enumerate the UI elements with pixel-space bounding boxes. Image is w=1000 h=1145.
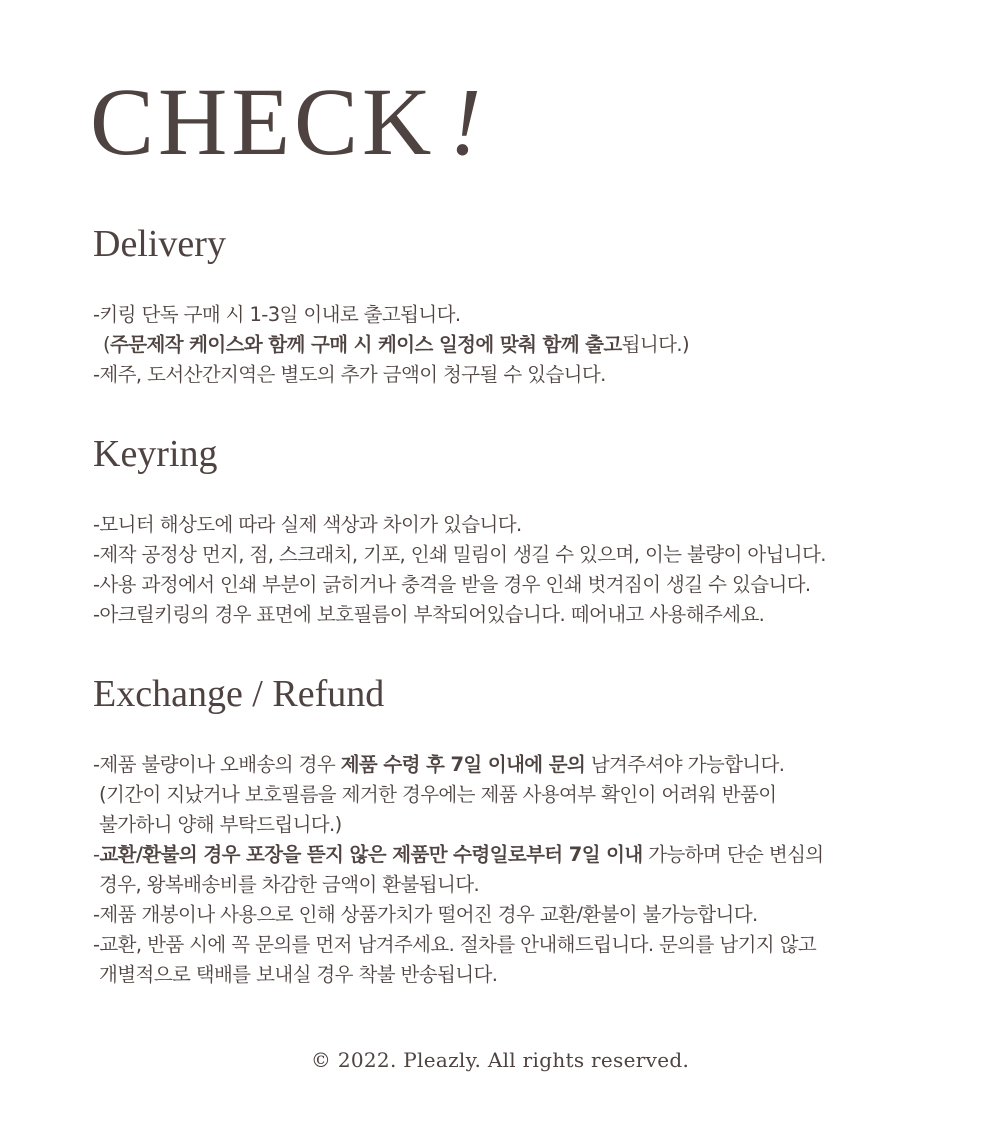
delivery-lines — [93, 300, 923, 390]
exchange-line-4 — [93, 840, 923, 870]
exchange-line-1-pre: -제품 불량이나 오배송의 경우 — [93, 753, 341, 776]
exchange-line-4-pre: - — [93, 843, 100, 866]
exchange-line-4-bold: 교환/환불의 경우 포장을 뜯지 않은 제품만 수령일로부터 7일 이내 — [99, 843, 643, 866]
delivery-line-2 — [93, 330, 923, 360]
keyring-line-3: -사용 과정에서 인쇄 부분이 긁히거나 충격을 받을 경우 인쇄 벗겨짐이 생길 수 있습니다. — [93, 573, 811, 596]
exchange-line-1-post: 남겨주셔야 가능합니다. — [585, 753, 785, 776]
delivery-line-1: -키링 단독 구매 시 1-3일 이내로 출고됩니다. — [93, 303, 461, 326]
exchange-line-2: (기간이 지났거나 보호필름을 제거한 경우에는 제품 사용여부 확인이 어려워 반품이 — [99, 783, 777, 806]
delivery-section — [93, 222, 923, 390]
exclamation-mark: ! — [449, 68, 482, 175]
delivery-line-2-bold: 주문제작 케이스와 함께 구매 시 케이스 일정에 맞춰 함께 출고 — [110, 333, 622, 356]
keyring-line-4: -아크릴키링의 경우 표면에 보호필름이 부착되어있습니다. 떼어내고 사용해주세요. — [93, 603, 765, 626]
page-title-text: CHECK — [90, 68, 436, 175]
keyring-lines — [93, 510, 923, 630]
copyright-footer: © 2022. Pleazly. All rights reserved. — [310, 1048, 690, 1072]
delivery-line-3: -제주, 도서산간지역은 별도의 추가 금액이 청구될 수 있습니다. — [93, 363, 606, 386]
exchange-line-6: -제품 개봉이나 사용으로 인해 상품가치가 떨어진 경우 교환/환불이 불가능합니다. — [93, 903, 758, 926]
keyring-line-1: -모니터 해상도에 따라 실제 색상과 차이가 있습니다. — [93, 513, 522, 536]
keyring-heading: Keyring — [93, 433, 218, 475]
exchange-line-4-post: 가능하며 단순 변심의 — [642, 843, 824, 866]
delivery-line-2-post: 됩니다.) — [621, 333, 689, 356]
keyring-section — [93, 432, 923, 630]
exchange-section — [93, 672, 923, 990]
exchange-line-3: 불가하니 양해 부탁드립니다.) — [99, 813, 342, 836]
keyring-line-2: -제작 공정상 먼지, 점, 스크래치, 기포, 인쇄 밀림이 생길 수 있으며, 이는 불량이 아닙니다. — [93, 543, 826, 566]
exchange-lines — [93, 750, 923, 990]
exchange-line-7: -교환, 반품 시에 꼭 문의를 먼저 남겨주세요. 절차를 안내해드립니다. 문의를 남기지 않고 — [93, 933, 817, 956]
delivery-heading: Delivery — [93, 223, 226, 265]
page-title — [90, 68, 482, 175]
exchange-line-5: 경우, 왕복배송비를 차감한 금액이 환불됩니다. — [99, 873, 480, 896]
exchange-line-8: 개별적으로 택배를 보내실 경우 착불 반송됩니다. — [99, 963, 498, 986]
exchange-line-1 — [93, 750, 923, 780]
exchange-heading: Exchange / Refund — [93, 673, 385, 715]
delivery-line-2-pre: ( — [103, 333, 111, 356]
exchange-line-1-bold: 제품 수령 후 7일 이내에 문의 — [340, 753, 586, 776]
